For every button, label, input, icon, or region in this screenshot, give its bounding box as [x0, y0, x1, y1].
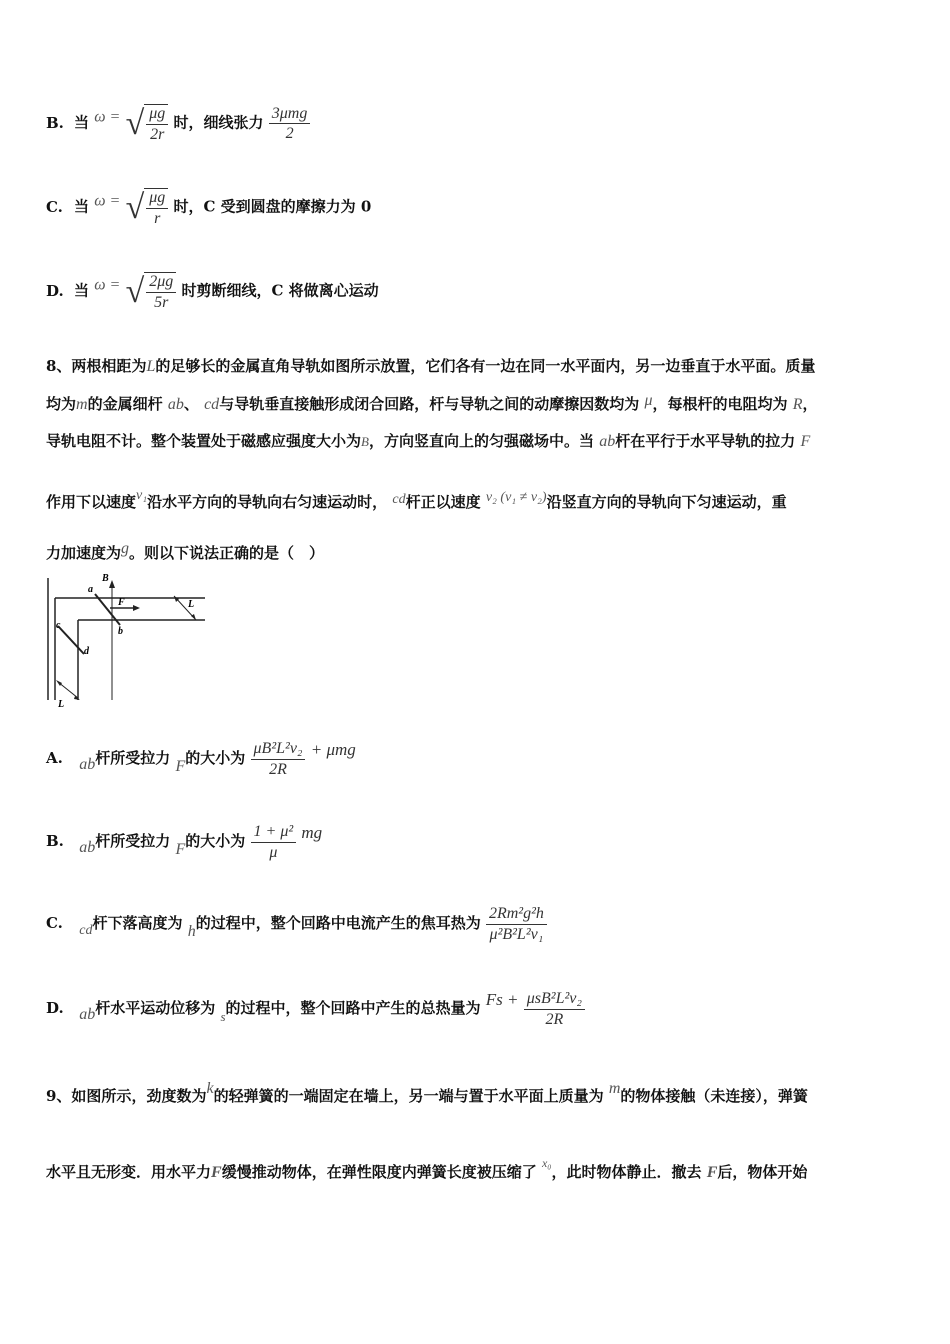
sqrt-expression: √ $\frac{\mu g}{2r}$ — [126, 104, 169, 143]
figure-label-f: F — [118, 597, 125, 608]
figure-label-c: c — [56, 620, 61, 631]
q8-rail-diagram — [40, 570, 220, 712]
field-arrow-icon — [109, 580, 115, 588]
arrow-head-icon — [133, 605, 140, 611]
q9-stem-line-1: 9、如图所示，劲度数为k的轻弹簧的一端固定在墙上，另一端与置于水平面上质量为 m的物体接触（未连接），弹簧 — [46, 1080, 808, 1105]
q7-option-b: B. 当 ω = √ $\frac{\mu g}{2r}$ 时，细线张力 $\frac{\text{3μmg}}{2}$ — [46, 104, 310, 143]
q8-option-b: B. ab杆所受拉力 F的大小为 $\frac{\text{1 + μ²}}{\mu}$ mg — [46, 823, 323, 861]
q8-stem-line-4: 作用下以速度v₁沿水平方向的导轨向右匀速运动时， cd杆正以速度 v₂ (v₁ ≠ v₂)沿竖直方向的导轨向下匀速运动，重 — [46, 488, 787, 511]
q8-stem-line-5: 力加速度为g。则以下说法正确的是（ ） — [46, 540, 325, 562]
figure-label-d: d — [84, 646, 89, 657]
q8-stem-line-1: 8、两根相距为L的足够长的金属直角导轨如图所示放置，它们各有一边在同一水平面内，另一边垂直于水平面。质量 — [46, 357, 816, 375]
q8-option-c: C. cd杆下落高度为 h的过程中，整个回路中电流产生的焦耳热为 $\frac{\text{2Rm²g²h}}{\text{μ²B²L²v₁}}$ — [46, 905, 547, 943]
q8-option-d: D. ab杆水平运动位移为 s的过程中，整个回路中产生的总热量为 Fs + $\frac{\text{μsB²L²v₂}}{2R}$ — [46, 990, 585, 1028]
q8-option-a: A. ab杆所受拉力 F的大小为 $\frac{\text{μB²L²v₂}}{2R}$ + μmg — [46, 740, 356, 778]
q7-option-c: C. 当 ω = √ $\frac{\mu g}{r}$ 时，C 受到圆盘的摩擦力为 0 — [46, 188, 372, 227]
q7-option-d: D. 当 ω = √ $\frac{2\mu g}{5r}$ 时剪断细线，C 将做离心运动 — [46, 272, 379, 311]
sqrt-expression: √ $\frac{\mu g}{r}$ — [126, 188, 169, 227]
q9-stem-line-2: 水平且无形变．用水平力F缓慢推动物体，在弹性限度内弹簧长度被压缩了 $^{x_0}$，此时物体静止．撤去 F后，物体开始 — [46, 1156, 808, 1181]
figure-label-l-top: L — [188, 599, 195, 610]
rod-cd — [58, 626, 84, 654]
figure-label-a: a — [88, 584, 93, 595]
figure-label-b-field: B — [102, 573, 109, 584]
q8-stem-line-2: 均为m的金属细杆 ab、 cd与导轨垂直接触形成闭合回路，杆与导轨之间的动摩擦因数均为 μ，每根杆的电阻均为 R， — [46, 392, 818, 413]
q8-stem-line-3: 导轨电阻不计。整个装置处于磁感应强度大小为B，方向竖直向上的匀强磁场中。当 ab杆在平行于水平导轨的拉力 F — [46, 432, 811, 450]
figure-label-b: b — [118, 626, 123, 637]
figure-label-l-bottom: L — [58, 699, 65, 710]
sqrt-expression: √ $\frac{2\mu g}{5r}$ — [126, 272, 177, 311]
